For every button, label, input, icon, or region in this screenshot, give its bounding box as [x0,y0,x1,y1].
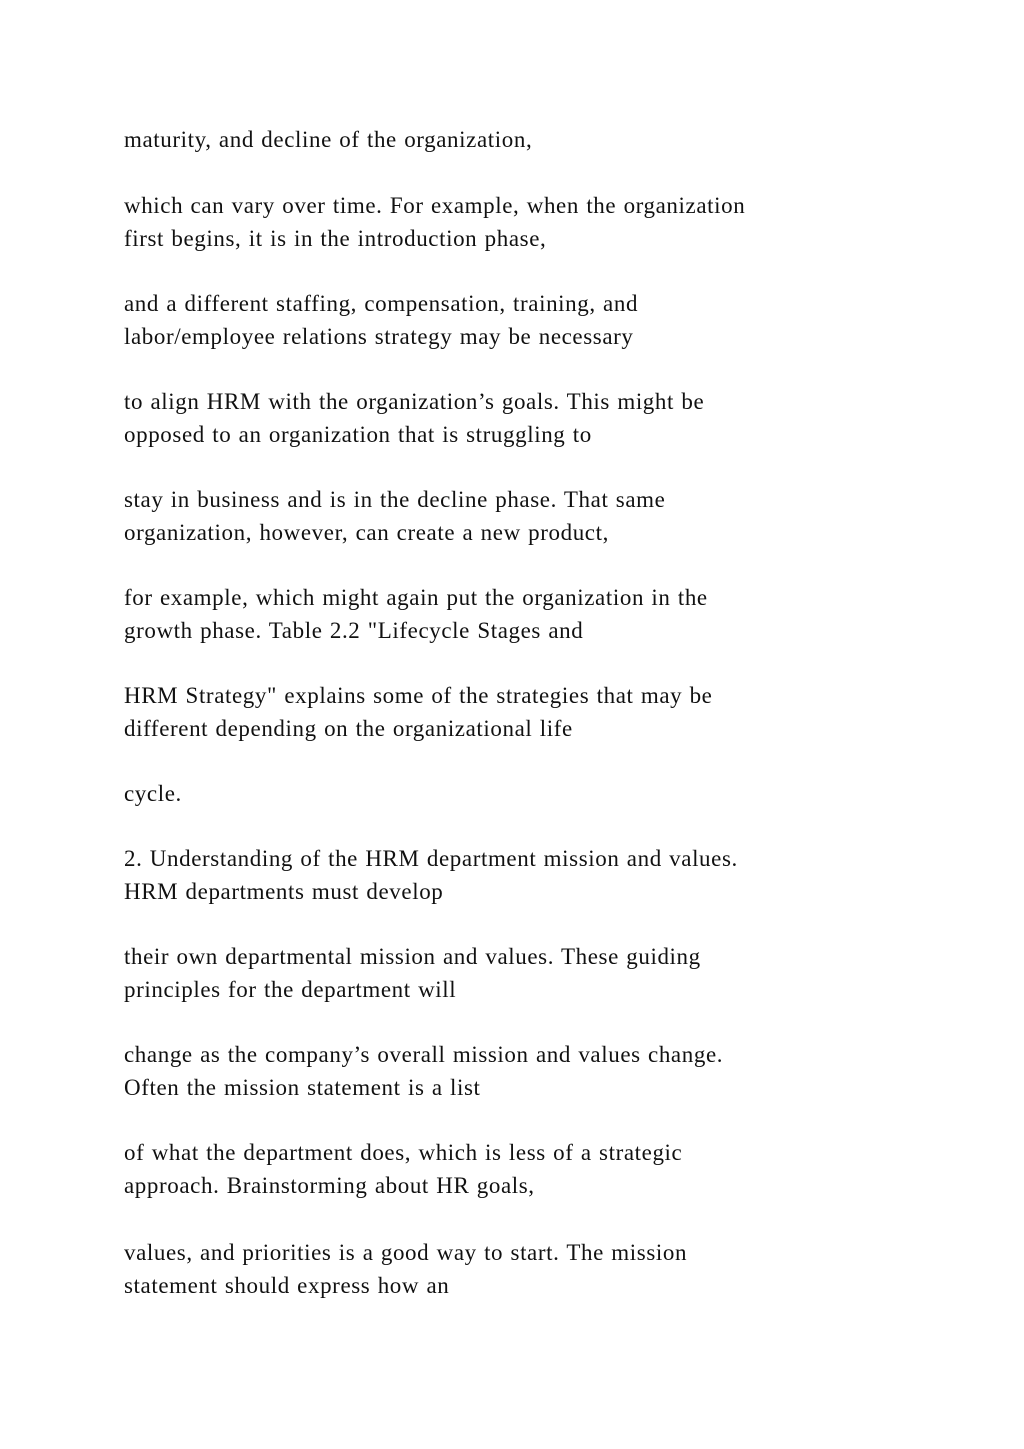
text-line: stay in business and is in the decline phase. That same [124,487,666,512]
text-line: HRM departments must develop [124,879,444,904]
paragraph [124,581,904,647]
text-line: their own departmental mission and values. These guiding [124,944,701,969]
text-line: principles for the department will [124,977,457,1002]
text-line: cycle. [124,781,182,806]
paragraph [124,123,904,156]
paragraph [124,287,904,353]
text-line: maturity, and decline of the organization, [124,127,533,152]
paragraph [124,483,904,549]
text-line: statement should express how an [124,1273,450,1298]
text-line: Often the mission statement is a list [124,1075,481,1100]
paragraph [124,1236,904,1302]
text-line: labor/employee relations strategy may be necessary [124,324,634,349]
paragraph [124,385,904,451]
text-line: opposed to an organization that is struggling to [124,422,592,447]
paragraph [124,1136,904,1202]
paragraph [124,940,904,1006]
text-line: approach. Brainstorming about HR goals, [124,1173,535,1198]
text-line: and a different staffing, compensation, training, and [124,291,639,316]
text-line: HRM Strategy" explains some of the strategies that may be [124,683,713,708]
text-line: growth phase. Table 2.2 "Lifecycle Stages and [124,618,584,643]
text-line: of what the department does, which is less of a strategic [124,1140,683,1165]
text-line: for example, which might again put the organization in the [124,585,708,610]
text-line: first begins, it is in the introduction phase, [124,226,547,251]
paragraph [124,777,904,810]
text-line: which can vary over time. For example, when the organization [124,193,746,218]
text-line: values, and priorities is a good way to start. The mission [124,1240,688,1265]
text-line: to align HRM with the organization’s goals. This might be [124,389,705,414]
paragraph [124,842,904,908]
text-line: different depending on the organizational life [124,716,573,741]
paragraph [124,189,904,255]
paragraph [124,679,904,745]
text-line: 2. Understanding of the HRM department mission and values. [124,846,738,871]
text-line: change as the company’s overall mission and values change. [124,1042,724,1067]
paragraph [124,1038,904,1104]
text-line: organization, however, can create a new product, [124,520,609,545]
